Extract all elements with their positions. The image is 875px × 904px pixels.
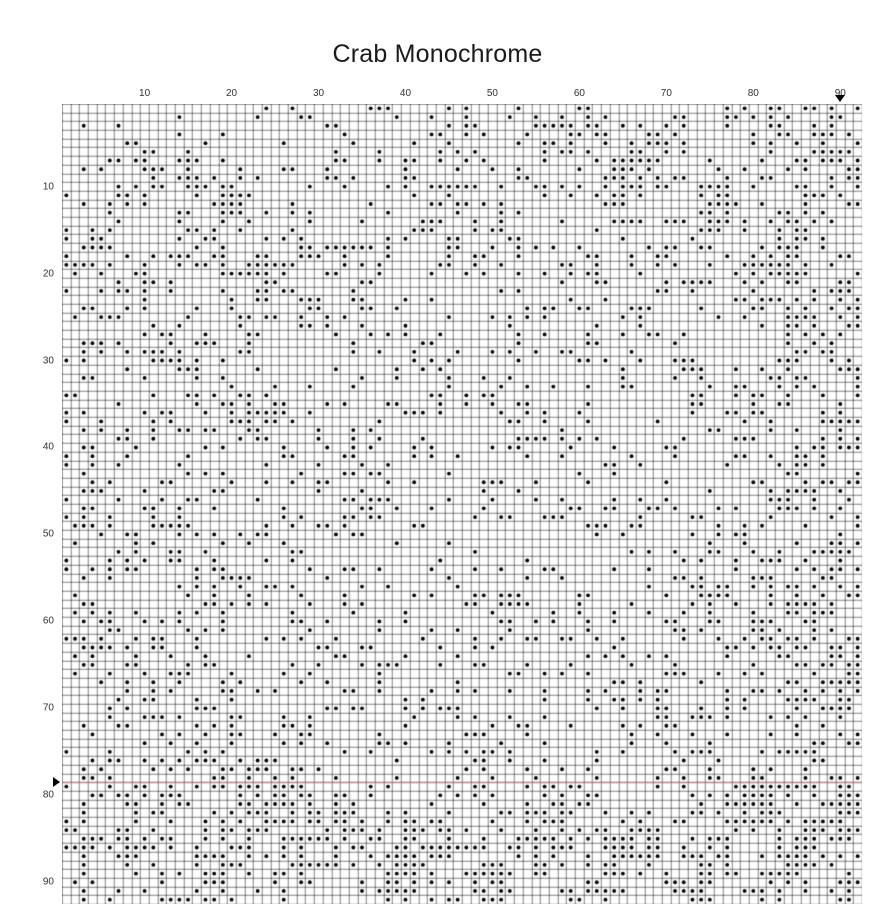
row-tick-label: 20 (42, 268, 54, 280)
row-tick-label: 40 (42, 441, 54, 453)
column-tick-label: 80 (747, 88, 759, 99)
row-tick-label: 80 (42, 789, 54, 801)
column-tick-label: 60 (573, 88, 585, 99)
row-tick-label: 30 (42, 355, 54, 367)
stitch-grid (62, 104, 862, 904)
row-tick-label: 10 (42, 181, 54, 193)
page-title: Crab Monochrome (332, 40, 543, 68)
row-tick-label: 60 (42, 615, 54, 627)
top-position-marker-icon (835, 95, 845, 102)
column-tick-label: 20 (226, 88, 238, 99)
row-tick-label: 50 (42, 528, 54, 540)
column-tick-label: 50 (486, 88, 498, 99)
column-tick-label: 10 (139, 88, 151, 99)
column-tick-label: 90 (834, 88, 846, 99)
column-tick-label: 70 (660, 88, 672, 99)
row-tick-label: 90 (42, 876, 54, 888)
left-position-marker-icon (53, 777, 60, 787)
row-tick-label: 70 (42, 702, 54, 714)
column-tick-label: 40 (399, 88, 412, 99)
column-tick-label: 30 (312, 88, 325, 99)
